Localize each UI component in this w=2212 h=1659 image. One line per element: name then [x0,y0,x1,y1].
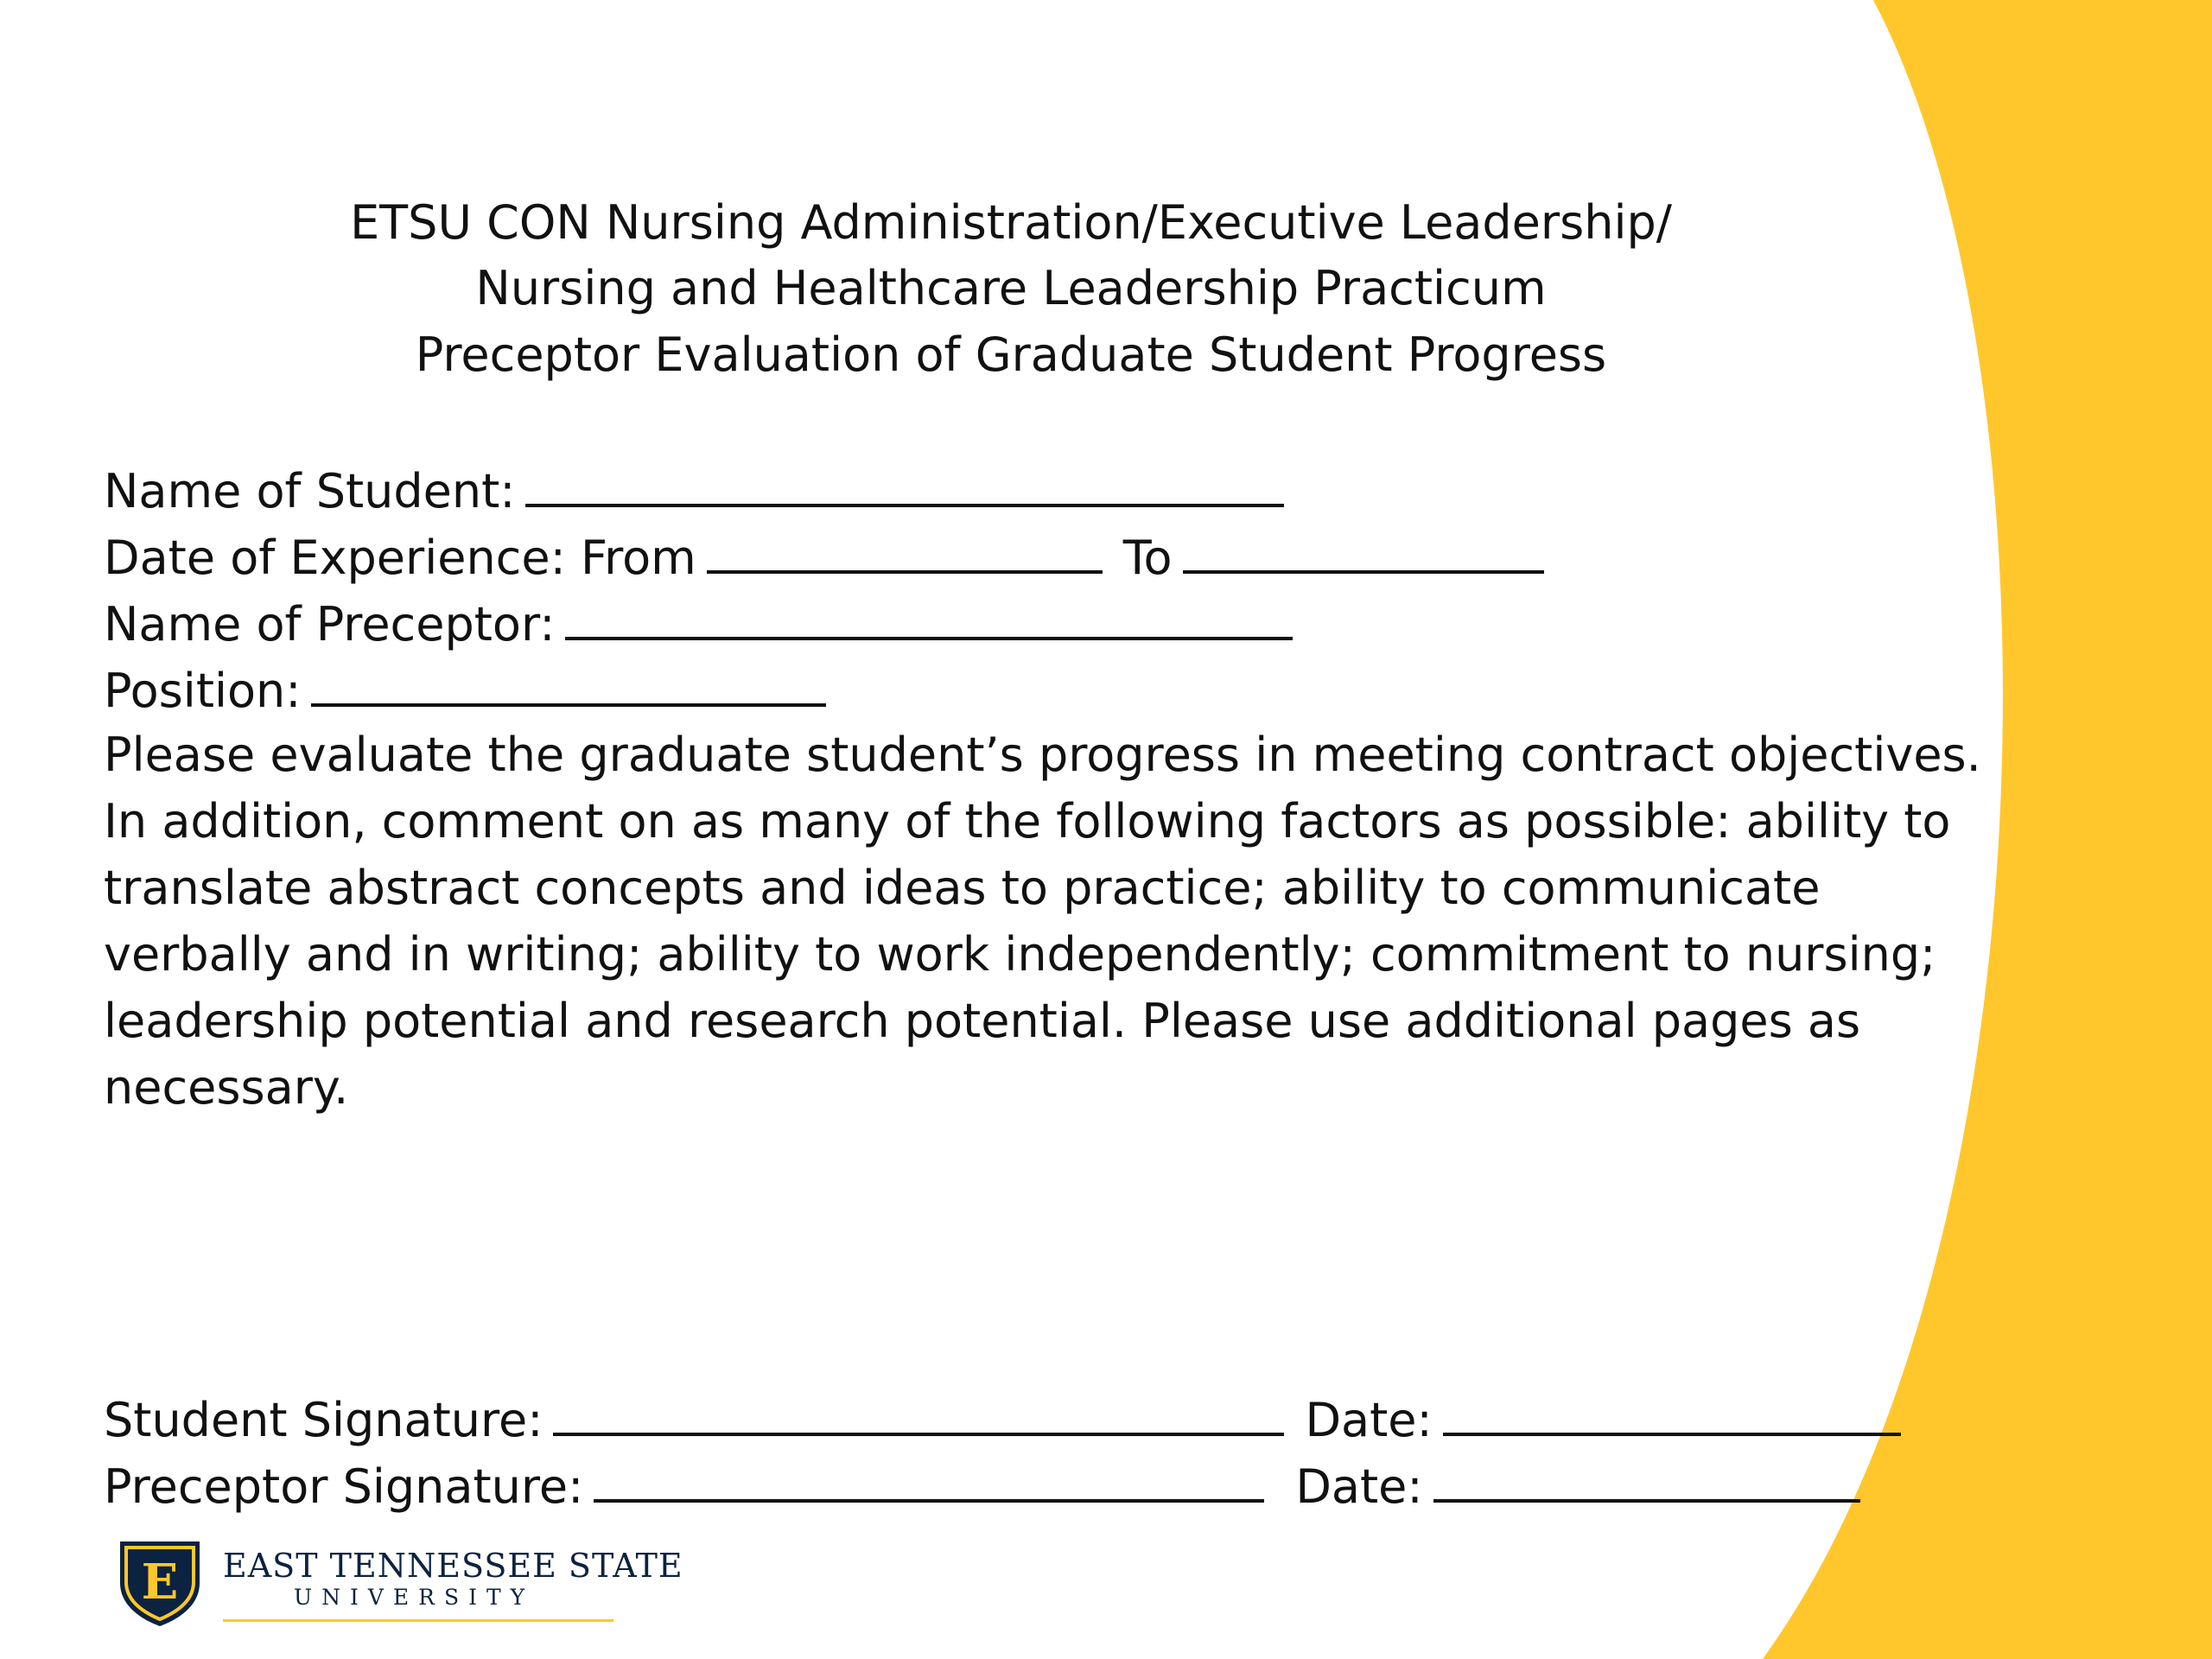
logo-university-name: EAST TENNESSEE STATE [223,1547,683,1585]
student-name-blank[interactable] [525,455,1284,507]
date-to-blank[interactable] [1183,522,1544,574]
student-name-label: Name of Student: [104,464,516,518]
position-row [104,655,826,724]
preceptor-date-label: Date: [1295,1459,1423,1514]
date-from-label: Date of Experience: From [104,531,696,585]
student-date-label: Date: [1305,1393,1433,1447]
student-signature-blank[interactable] [553,1384,1284,1436]
preceptor-name-row [104,588,1293,658]
logo-gold-rule [223,1619,613,1622]
preceptor-date-blank[interactable] [1433,1451,1860,1503]
date-of-experience-row [104,522,1544,591]
preceptor-name-blank[interactable] [565,588,1293,640]
student-signature-label: Student Signature: [104,1393,543,1447]
position-label: Position: [104,664,302,718]
preceptor-signature-blank[interactable] [594,1451,1264,1503]
form-title-line-3: Preceptor Evaluation of Graduate Student Progress [415,327,1607,382]
form-title-line-1: ETSU CON Nursing Administration/Executive Leadership/ [350,195,1672,250]
position-blank[interactable] [311,655,826,707]
logo-university-subtitle: UNIVERSITY [294,1585,535,1610]
etsu-crest-icon [116,1538,204,1628]
preceptor-signature-row [104,1451,1860,1520]
date-to-label: To [1122,531,1173,585]
preceptor-name-label: Name of Preceptor: [104,597,556,652]
preceptor-signature-label: Preceptor Signature: [104,1459,584,1514]
student-name-row [104,455,1284,524]
date-from-blank[interactable] [707,522,1103,574]
etsu-logo [116,1535,683,1630]
instructions-paragraph: Please evaluate the graduate student’s progress in meeting contract objectives. In addition, comment on as many of the following factors as possible: ability to translate abstract concepts and ideas to practice; ability to communicate verbally and in writing; ability to work independently; commitment to nursing; leadership potential and research potential. Please use additional pages as necessary. [104,728,1981,1115]
crest-letter: E [141,1554,179,1611]
form-title-line-2: Nursing and Healthcare Leadership Practicum [475,261,1547,315]
student-signature-row [104,1384,1901,1453]
student-date-blank[interactable] [1443,1384,1901,1436]
